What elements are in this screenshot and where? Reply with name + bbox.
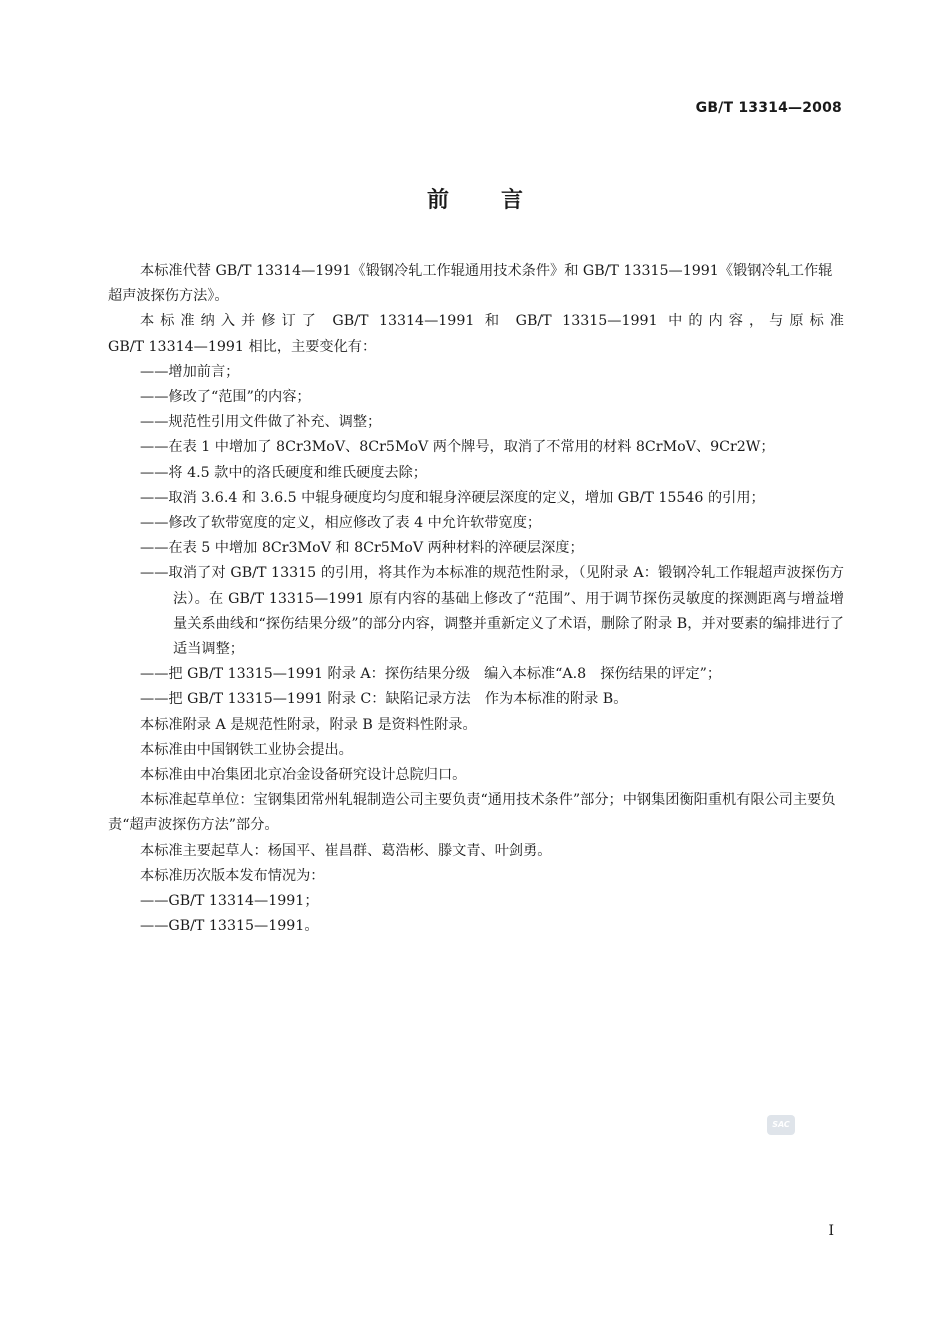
note-managed: 本标准由中冶集团北京冶金设备研究设计总院归口。 [140,767,467,784]
change-item: ——把 GB/T 13315—1991 附录 C：缺陷记录方法 作为本标准的附录 B。 [140,691,628,708]
change-item: ——修改了“范围”的内容； [140,389,311,406]
note-history-intro: 本标准历次版本发布情况为： [140,867,325,884]
history-item: ——GB/T 13315—1991。 [140,918,319,935]
note-drafters: 本标准主要起草人：杨国平、崔昌群、葛浩彬、滕文青、叶剑勇。 [140,842,552,859]
sac-watermark-logo: SAC [767,1115,795,1135]
page-title [0,183,950,214]
title-char-1: 前 [426,188,449,213]
change-item: ——在表 1 中增加了 8Cr3MoV、8Cr5MoV 两个牌号，取消了不常用的材料 8CrMoV、9Cr2W； [140,439,775,456]
standard-number: GB/T 13314—2008 [695,100,842,116]
history-item: ——GB/T 13314—1991； [140,893,319,910]
change-item: ——修改了软带宽度的定义，相应修改了表 4 中允许软带宽度； [140,515,542,532]
change-item: ——把 GB/T 13315—1991 附录 A：探伤结果分级 编入本标准“A.8 探伤结果的评定”； [140,666,722,683]
foreword-body [108,259,844,939]
paragraph-revision-line-1: 本标准纳入并修订了 GB/T 13314—1991 和 GB/T 13315—1991 中的内容，与原标准 [140,313,844,330]
note-proposed: 本标准由中国钢铁工业协会提出。 [140,741,353,758]
paragraph-replaces: 本标准代替 GB/T 13314—1991《锻钢冷轧工作辊通用技术条件》和 GB/T 13315—1991《锻钢冷轧工作辊超声波探伤方法》。 [108,263,833,305]
note-annex: 本标准附录 A 是规范性附录，附录 B 是资料性附录。 [140,716,477,733]
change-item: ——规范性引用文件做了补充、调整； [140,414,382,431]
page-number: I [828,1223,834,1239]
note-drafting-units: 本标准起草单位：宝钢集团常州轧辊制造公司主要负责“通用技术条件”部分；中钢集团衡阳重机有限公司主要负责“超声波探伤方法”部分。 [108,792,836,834]
change-item: ——增加前言； [140,363,240,380]
change-item: ——在表 5 中增加 8Cr3MoV 和 8Cr5MoV 两种材料的淬硬层深度； [140,540,584,557]
change-item: ——将 4.5 款中的洛氏硬度和维氏硬度去除； [140,464,427,481]
change-item: ——取消 3.6.4 和 3.6.5 中辊身硬度均匀度和辊身淬硬层深度的定义，增加 GB/T 15546 的引用； [140,489,765,506]
change-item: ——取消了对 GB/T 13315 的引用，将其作为本标准的规范性附录，（见附录 A：锻钢冷轧工作辊超声波探伤方法）。在 GB/T 13315—1991 原有内容的基础上修改了“范围”、用于调节探伤灵敏度的探测距离与增益增量关系曲线和“探伤结果分级”的部分内容，调整并重新定义了术语，删除了附录 B，并对要素的编排进行了适当调整； [140,565,844,658]
paragraph-revision-line-2: GB/T 13314—1991 相比，主要变化有： [108,338,377,355]
title-char-2: 言 [501,188,524,213]
